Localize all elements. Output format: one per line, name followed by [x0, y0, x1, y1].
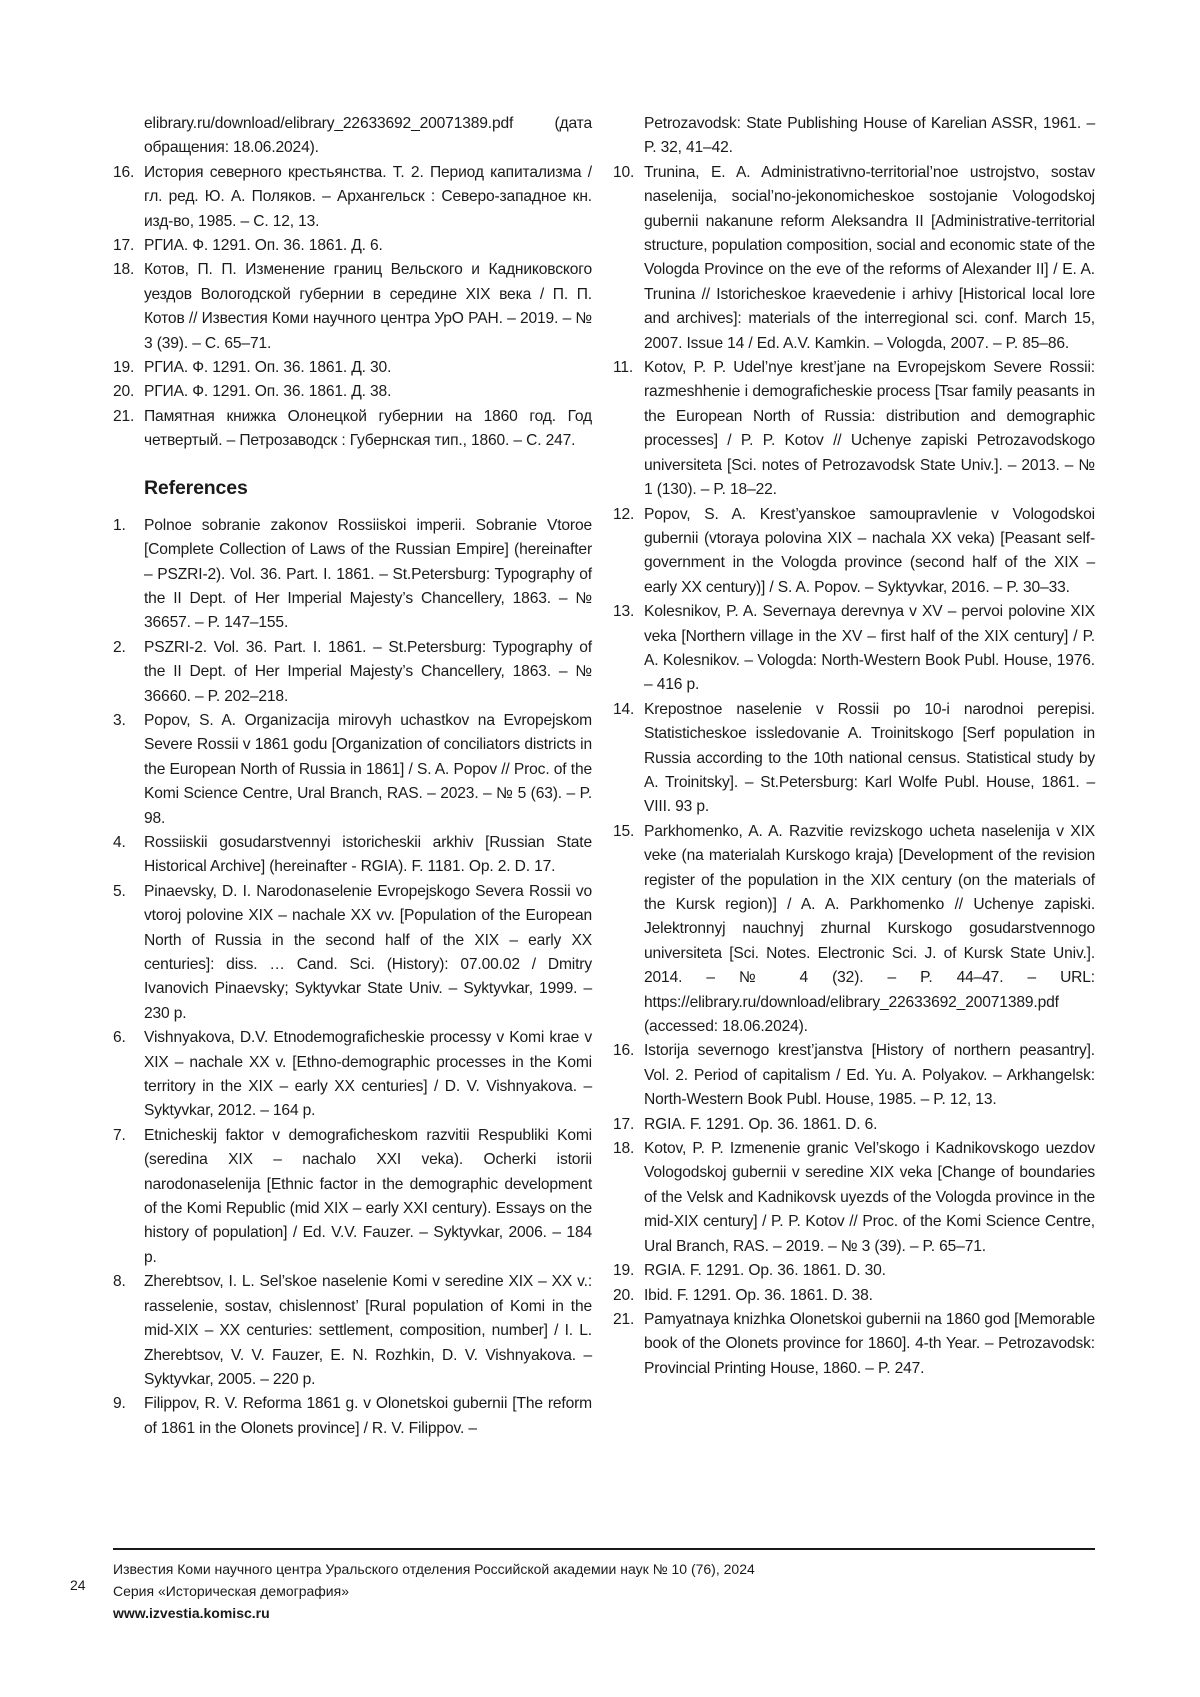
reference-number: 19.: [113, 359, 135, 377]
reference-number: 17.: [613, 1115, 635, 1133]
reference-entry: [113, 161, 592, 234]
continuation-text: Petrozavodsk: State Publishing House of Karelian ASSR, 1961. – P. 32, 41–42.: [644, 115, 1095, 157]
reference-text: Parkhomenko, A. A. Razvitie revizskogo ucheta naselenija v XIX veke (na materialah Kurskogo kraja) [Development of the revision register of the population in the XIX century (on the materials of the Kursk region)] / A. A. Parkhomenko // Uchenye zapiski. Jelektronnyj nauchnyj zhurnal Kurskogo gosudarstvennogo universiteta [Sci. Notes. Electronic Sci. J. of Kursk State Univ.]. 2014. – № 4 (32). – P. 44–47. – URL: https://elibrary.ru/download/elibrary_22633692_20071389.pdf (accessed: 18.06.2024).: [644, 822, 1095, 1036]
reference-list-english-continued: [613, 161, 1095, 1381]
reference-number: 7.: [113, 1126, 126, 1144]
reference-text: Kotov, P. P. Udel’nye krest’jane na Evropejskom Severe Rossii: razmeshhenie i demograficheskie process [Tsar family peasants in the European North of Russia: distribution and demographic processes] / P. P. Kotov // Uchenye zapiski Petrozavodskogo universiteta [Sci. notes of Petrozavodsk State Univ.]. – 2013. – № 1 (130). – P. 18–22.: [644, 359, 1095, 499]
reference-text: Kotov, P. P. Izmenenie granic Vel’skogo i Kadnikovskogo uezdov Vologodskoj gubernii v seredine XIX veka [Change of boundaries of the Velsk and Kadnikovsk uyezds of the Vologda province in the mid-XIX century] / P. P. Kotov // Proc. of the Komi Science Centre, Ural Branch, RAS. – 2019. – № 3 (39). – P. 65–71.: [644, 1140, 1095, 1255]
reference-entry: [613, 698, 1095, 820]
reference-entry: [113, 880, 592, 1026]
reference-number: 20.: [613, 1286, 635, 1304]
reference-text: Zherebtsov, I. L. Sel’skoe naselenie Komi v seredine XIX – XX v.: rasselenie, sostav, chislennost’ [Rural population of Komi in the mid-XIX – XX centuries: settlement, composition, number] / I. L. Zherebtsov, V. V. Fauzer, E. N. Rozhkin, D. V. Vishnyakova. – Syktyvkar, 2005. – 220 p.: [144, 1273, 592, 1388]
reference-number: 21.: [613, 1310, 635, 1328]
left-column: [113, 112, 592, 1441]
reference-entry: [113, 405, 592, 454]
reference-text: RGIA. F. 1291. Op. 36. 1861. D. 30.: [644, 1262, 886, 1280]
reference-list-english: [113, 514, 592, 1441]
continuation-text: elibrary.ru/download/elibrary_22633692_20071389.pdf (дата обращения: 18.06.2024).: [144, 115, 592, 157]
footer: [113, 1558, 755, 1624]
reference-text: Pinaevsky, D. I. Narodonaselenie Evropejskogo Severa Rossii vo vtoroj polovine XIX – nachale XX vv. [Population of the European North of Russia in the second half of the XIX – early XX centuries]: diss. … Cand. Sci. (History): 07.00.02 / Dmitry Ivanovich Pinaevsky; Syktyvkar State Univ. – Syktyvkar, 1999. – 230 p.: [144, 882, 592, 1022]
reference-text: RGIA. F. 1291. Op. 36. 1861. D. 6.: [644, 1115, 878, 1133]
reference-number: 6.: [113, 1029, 126, 1047]
reference-entry: [613, 1284, 1095, 1308]
reference-number: 20.: [113, 383, 135, 401]
reference-number: 21.: [113, 407, 135, 425]
reference-number: 9.: [113, 1395, 126, 1413]
reference-entry: [613, 1259, 1095, 1283]
reference-entry: [113, 831, 592, 880]
reference-text: Popov, S. A. Krest’yanskoe samoupravlenie v Vologodskoi gubernii (vtoraya polovina XIX – nachala XX veka) [Peasant self-government in the Vologda province (second half of the XIX – early XX century)] / S. A. Popov. – Syktyvkar, 2016. – P. 30–33.: [644, 505, 1095, 596]
reference-entry: [113, 1026, 592, 1124]
reference-text: РГИА. Ф. 1291. Оп. 36. 1861. Д. 30.: [144, 359, 392, 377]
page-number: 24: [70, 1577, 86, 1593]
reference-text: Etnicheskij faktor v demograficheskom razvitii Respubliki Komi (seredina XIX – nachalo XXI veka). Ocherki istorii narodonaselenija [Ethnic factor in the demographic development of the Komi Republic (mid XIX – early XXI century). Essays on the history of population] / Ed. V.V. Fauzer. – Syktyvkar, 2006. – 184 p.: [144, 1126, 592, 1266]
reference-text: РГИА. Ф. 1291. Оп. 36. 1861. Д. 38.: [144, 383, 392, 401]
reference-entry: [613, 820, 1095, 1040]
right-column: [613, 112, 1095, 1381]
reference-number: 19.: [613, 1262, 635, 1280]
reference-number: 18.: [613, 1140, 635, 1158]
reference-number: 15.: [613, 822, 635, 840]
reference-number: 2.: [113, 638, 126, 656]
reference-text: Rossiiskii gosudarstvennyi istoricheskii arkhiv [Russian State Historical Archive] (hereinafter - RGIA). F. 1181. Op. 2. D. 17.: [144, 833, 592, 876]
reference-number: 5.: [113, 882, 126, 900]
reference-entry: [613, 1137, 1095, 1259]
reference-entry: [613, 1308, 1095, 1381]
reference-text: PSZRI-2. Vol. 36. Part. I. 1861. – St.Petersburg: Typography of the II Dept. of Her Imperial Majesty’s Chancellery, 1863. – № 36660. – P. 202–218.: [144, 638, 592, 705]
reference-number: 3.: [113, 711, 126, 729]
reference-entry: [113, 1270, 592, 1392]
reference-number: 10.: [613, 163, 635, 181]
reference-number: 12.: [613, 505, 635, 523]
series-title: Серия «Историческая демография»: [113, 1583, 349, 1599]
reference-number: 13.: [613, 603, 635, 621]
website-link[interactable]: www.izvestia.komisc.ru: [113, 1605, 270, 1621]
reference-entry: [613, 356, 1095, 502]
reference-text: Polnoe sobranie zakonov Rossiiskoi imperii. Sobranie Vtoroe [Complete Collection of Laws of the Russian Empire] (hereinafter – PSZRI-2). Vol. 36. Part. I. 1861. – St.Petersburg: Typography of the II Dept. of Her Imperial Majesty’s Chancellery, 1863. – № 36657. – P. 147–155.: [144, 516, 592, 632]
reference-number: 11.: [613, 359, 634, 377]
reference-entry: [113, 636, 592, 709]
reference-text: Popov, S. A. Organizacija mirovyh uchastkov na Evropejskom Severe Rossii v 1861 godu [Organization of conciliators districts in the European North of Russia in 1861] / S. A. Popov // Proc. of the Komi Science Centre, Ural Branch, RAS. – 2023. – № 5 (63). – P. 98.: [144, 711, 592, 827]
reference-entry: [113, 1392, 592, 1441]
reference-text: Ibid. F. 1291. Op. 36. 1861. D. 38.: [644, 1286, 873, 1304]
reference-text: Котов, П. П. Изменение границ Вельского и Кадниковского уездов Вологодской губернии в середине XIX века / П. П. Котов // Известия Коми научного центра УрО РАН. – 2019. – № 3 (39). – С. 65–71.: [144, 261, 592, 352]
reference-entry: [113, 1124, 592, 1270]
reference-number: 14.: [613, 700, 635, 718]
reference-text: Krepostnoe naselenie v Rossii po 10-i narodnoi perepisi. Statisticheskoe issledovanie A. Troinitskogo [Serf population in Russia according to the 10th national census. Statistical study by A. Troinitsky]. – St.Petersburg: Karl Wolfe Publ. House, 1861. – VIII. 93 p.: [644, 700, 1095, 816]
reference-entry: [113, 234, 592, 258]
reference-entry: [613, 503, 1095, 601]
reference-entry: [613, 600, 1095, 698]
reference-entry: [113, 380, 592, 404]
reference-text: Kolesnikov, P. A. Severnaya derevnya v XV – pervoi polovine XIX veka [Northern village in the XV – first half of the XIX century] / P. A. Kolesnikov. – Vologda: North-Western Book Publ. House, 1976. – 416 p.: [644, 603, 1095, 694]
reference-entry: [613, 1039, 1095, 1112]
reference-text: РГИА. Ф. 1291. Оп. 36. 1861. Д. 6.: [144, 237, 383, 255]
reference-entry: [113, 258, 592, 356]
reference-text: Trunina, E. A. Administrativno-territorial’noe ustrojstvo, sostav naselenija, social’no-jekonomicheskoe sostojanie Vologodskoj gubernii nakanune reform Aleksandra II [Administrative-territorial structure, population composition, social and economic state of the Vologda Province on the eve of the reforms of Alexander II] / E. A. Trunina // Istoricheskoe kraevedenie i arhivy [Historical local lore and archives]: materials of the interregional sci. conf. March 15, 2007. Issue 14 / Ed. A.V. Kamkin. – Vologda, 2007. – P. 85–86.: [644, 163, 1095, 352]
reference-entry: [113, 709, 592, 831]
reference-number: 1.: [113, 516, 126, 534]
reference-text: Vishnyakova, D.V. Etnodemograficheskie processy v Komi krae v XIX – nachale XX v. [Ethno-demographic processes in the Komi territory in the XIX – early XX centuries] / D. V. Vishnyakova. – Syktyvkar, 2012. – 164 p.: [144, 1029, 592, 1120]
reference-text: История северного крестьянства. Т. 2. Период капитализма / гл. ред. Ю. А. Поляков. – Архангельск : Северо-западное кн. изд-во, 1985. – С. 12, 13.: [144, 163, 592, 230]
reference-entry: [613, 161, 1095, 356]
reference-number: 17.: [113, 237, 135, 255]
reference-number: 18.: [113, 261, 135, 279]
reference-number: 8.: [113, 1273, 126, 1291]
reference-number: 16.: [613, 1042, 635, 1060]
reference-entry: [613, 1113, 1095, 1137]
reference-entry: [113, 514, 592, 636]
reference-text: Памятная книжка Олонецкой губернии на 1860 год. Год четвертый. – Петрозаводск : Губернская тип., 1860. – С. 247.: [144, 407, 592, 450]
journal-title: Известия Коми научного центра Уральского отделения Российской академии наук № 10 (76), 2024: [113, 1561, 755, 1577]
reference-number: 4.: [113, 833, 126, 851]
reference-text: Pamyatnaya knizhka Olonetskoi gubernii na 1860 god [Memorable book of the Olonets province for 1860]. 4-th Year. – Petrozavodsk: Provincial Printing House, 1860. – P. 247.: [644, 1310, 1095, 1377]
reference-number: 16.: [113, 163, 135, 181]
reference-entry: [113, 356, 592, 380]
references-heading: References: [144, 476, 248, 499]
footer-divider: [113, 1548, 1095, 1550]
reference-text: Filippov, R. V. Reforma 1861 g. v Olonetskoi gubernii [The reform of 1861 in the Olonets province] / R. V. Filippov. –: [144, 1395, 592, 1437]
reference-text: Istorija severnogo krest’janstva [History of northern peasantry]. Vol. 2. Period of capitalism / Ed. Yu. A. Polyakov. – Arkhangelsk: North-Western Book Publ. House, 1985. – P. 12, 13.: [644, 1042, 1095, 1109]
reference-list-russian: [113, 161, 592, 454]
